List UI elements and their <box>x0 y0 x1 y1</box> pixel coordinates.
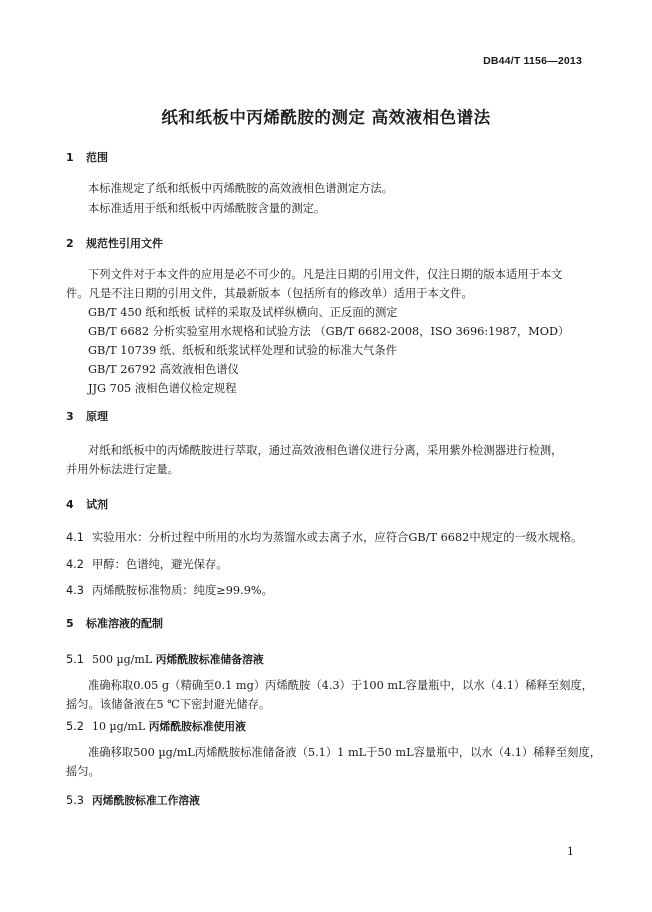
concentration: 10 µg/mL <box>92 720 146 733</box>
clause-number: 4.1 <box>66 531 84 544</box>
clause-number: 5.1 <box>66 653 84 666</box>
page-number: 1 <box>567 845 574 858</box>
reference-item: GB/T 26792 高效液相色谱仪 <box>88 363 239 376</box>
section-title: 标准溶液的配制 <box>86 617 163 630</box>
clause-title: 丙烯酰胺标准储备溶液 <box>155 653 264 666</box>
reference-item: JJG 705 液相色谱仪检定规程 <box>88 382 237 395</box>
reference-item: GB/T 6682 分析实验室用水规格和试验方法 （GB/T 6682-2008，ISO 3696:1987，MOD） <box>88 325 570 338</box>
paragraph-line: 摇匀。该储备液在5 ℃下密封避光储存。 <box>66 698 271 711</box>
clause-title: 丙烯酰胺标准使用液 <box>148 720 246 733</box>
section-2-heading <box>66 236 163 252</box>
section-4-heading <box>66 497 108 513</box>
clause-title: 丙烯酰胺标准工作溶液 <box>92 794 200 807</box>
section-number: 2 <box>66 237 74 250</box>
paragraph-line: 对纸和纸板中的丙烯酰胺进行萃取，通过高效液相色谱仪进行分离，采用紫外检测器进行检测， <box>88 444 563 457</box>
paragraph-line: 摇匀。 <box>66 765 100 778</box>
standard-code: DB44/T 1156—2013 <box>483 55 582 67</box>
paragraph-line: 并用外标法进行定量。 <box>66 463 179 476</box>
clause-5-2-heading <box>66 719 246 735</box>
reference-item: GB/T 10739 纸、纸板和纸浆试样处理和试验的标准大气条件 <box>88 344 398 357</box>
section-number: 3 <box>66 410 74 423</box>
clause-4-1 <box>66 530 582 546</box>
section-1-heading <box>66 150 108 166</box>
section-3-heading <box>66 409 108 425</box>
clause-number: 4.3 <box>66 584 84 597</box>
document-title: 纸和纸板中丙烯酰胺的测定 高效液相色谱法 <box>161 108 491 127</box>
clause-number: 5.2 <box>66 720 84 733</box>
clause-4-2 <box>66 557 228 573</box>
section-title: 试剂 <box>86 498 108 511</box>
section-5-heading <box>66 616 163 632</box>
section-title: 范围 <box>86 151 108 164</box>
section-title: 规范性引用文件 <box>86 237 163 250</box>
clause-4-3 <box>66 583 273 599</box>
paragraph-line: 准确称取0.05 g（精确至0.1 mg）丙烯酰胺（4.3）于100 mL容量瓶中，以水（4.1）稀释至刻度， <box>88 679 593 692</box>
reference-item: GB/T 450 纸和纸板 试样的采取及试样纵横向、正反面的测定 <box>88 306 398 319</box>
section-number: 5 <box>66 617 74 630</box>
concentration: 500 µg/mL <box>92 653 153 666</box>
paragraph-line: 下列文件对于本文件的应用是必不可少的。凡是注日期的引用文件，仅注日期的版本适用于本文 <box>88 268 563 281</box>
paragraph: 本标准规定了纸和纸板中丙烯酰胺的高效液相色谱测定方法。 <box>88 182 394 195</box>
clause-text: 丙烯酰胺标准物质：纯度≥99.9%。 <box>92 584 273 597</box>
clause-text: 甲醇：色谱纯，避光保存。 <box>92 558 228 571</box>
section-number: 4 <box>66 498 74 511</box>
paragraph: 本标准适用于纸和纸板中丙烯酰胺含量的测定。 <box>88 202 326 215</box>
clause-5-1-heading <box>66 652 264 668</box>
clause-number: 4.2 <box>66 558 84 571</box>
section-number: 1 <box>66 151 74 164</box>
section-title: 原理 <box>86 410 108 423</box>
paragraph-line: 件。凡是不注日期的引用文件，其最新版本（包括所有的修改单）适用于本文件。 <box>66 287 473 300</box>
clause-5-3-heading <box>66 793 200 809</box>
clause-number: 5.3 <box>66 794 84 807</box>
paragraph-line: 准确移取500 µg/mL丙烯酰胺标准储备液（5.1）1 mL于50 mL容量瓶中，以水（4.1）稀释至刻度， <box>88 746 602 759</box>
clause-text: 实验用水：分析过程中所用的水均为蒸馏水或去离子水，应符合GB/T 6682中规定的一级水规格。 <box>92 531 583 544</box>
